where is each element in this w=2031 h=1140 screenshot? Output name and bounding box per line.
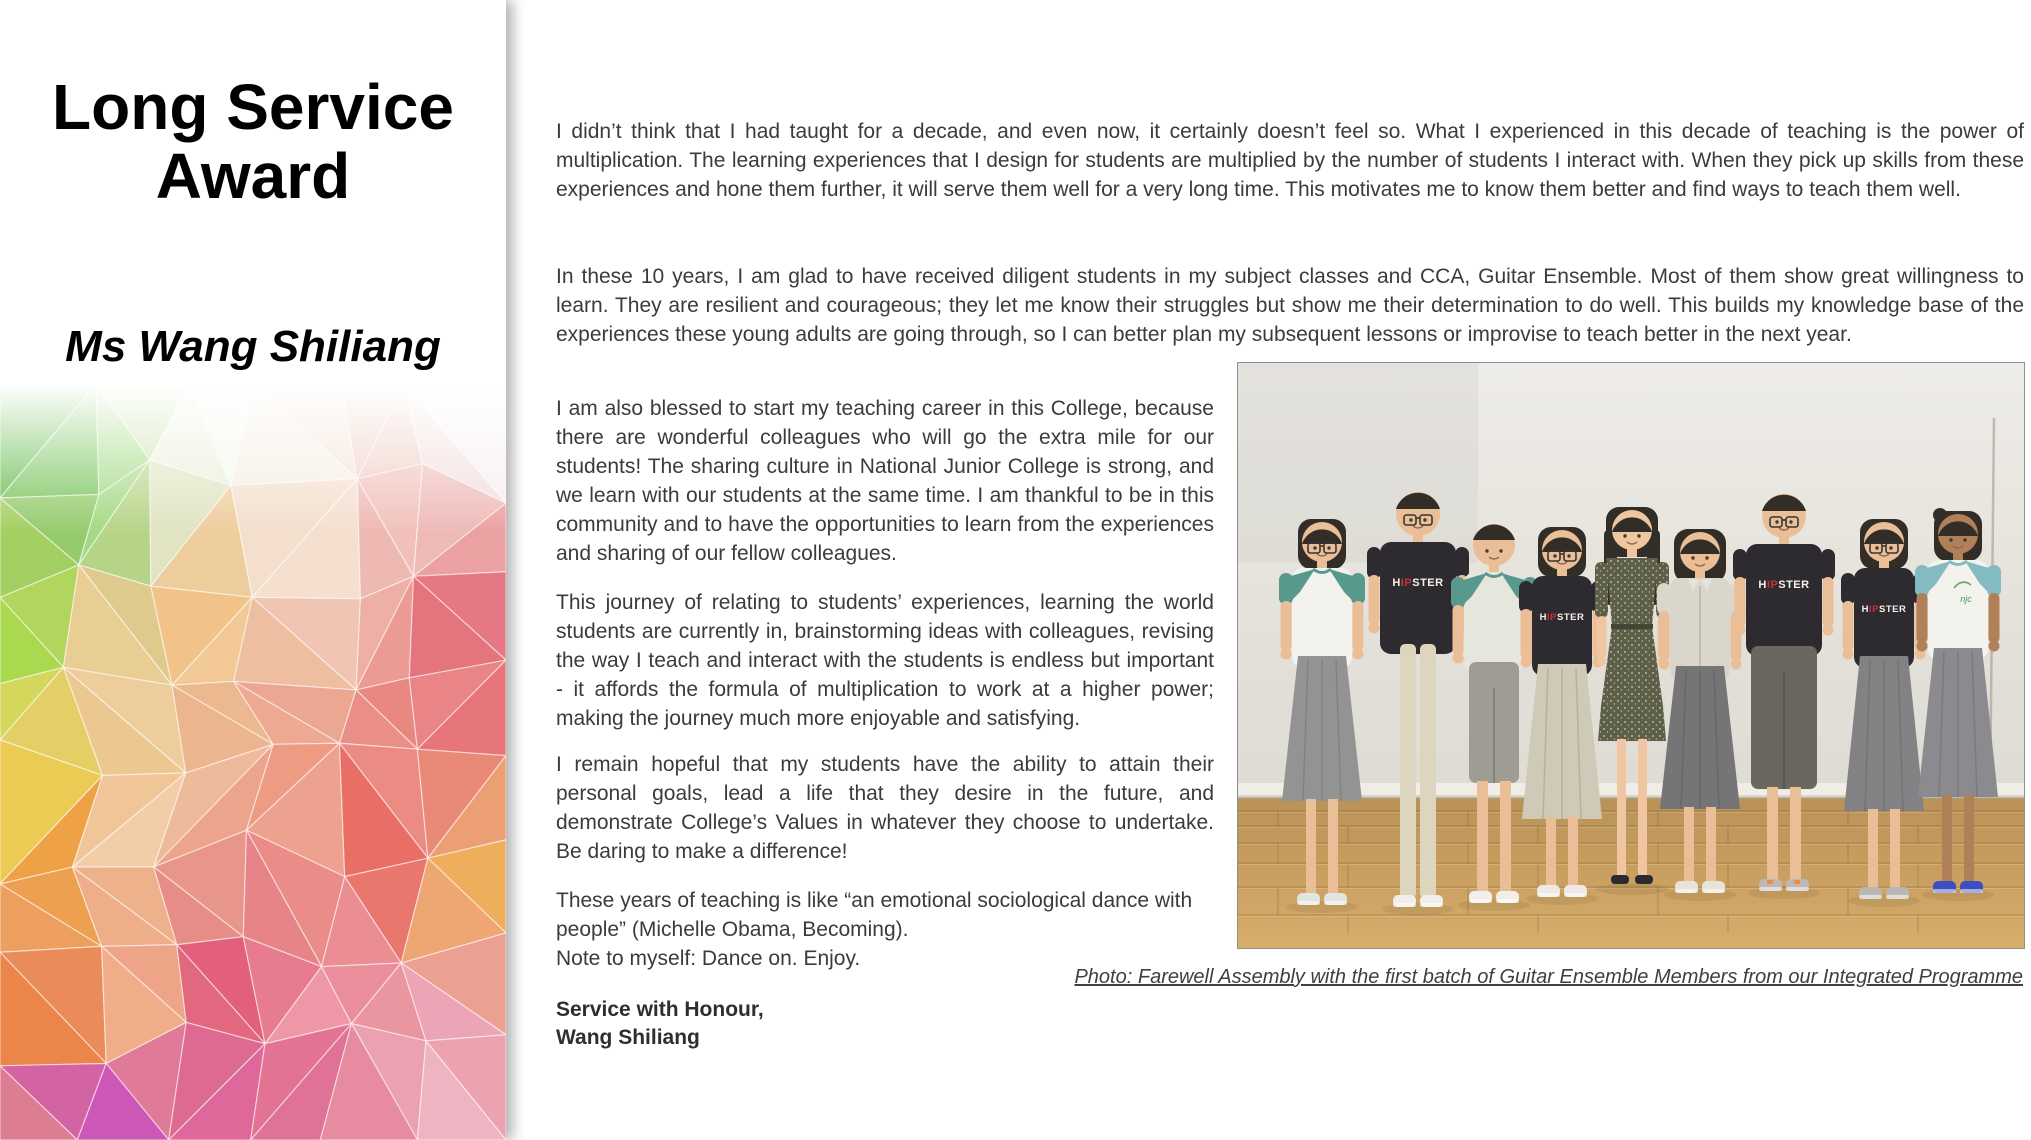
teacher-name: Ms Wang Shiliang bbox=[65, 322, 441, 371]
article-paragraph-5: I remain hopeful that my students have the ability to attain their personal goals, lead a life that they desire in the future, and demonstrate College’s Values in whatever they choose to undertake. Be daring to make a difference! bbox=[556, 753, 1214, 863]
article-paragraph-1: I didn’t think that I had taught for a decade, and even now, it certainly doesn’t feel so. What I experienced in this decade of teaching is the power of multiplication. The learning experiences that I design for students are multiplied by the number of students I interact with. When they pick up skills from these experiences and hone them further, it will serve them well for a very long time. This motivates me to know them better and find ways to teach them well. bbox=[556, 120, 2024, 201]
group-photo-illustration bbox=[1238, 363, 2024, 948]
article-paragraph-6 bbox=[556, 886, 1214, 973]
quote-line: These years of teaching is like “an emotional sociological dance with people” (Michelle Obama, Becoming). bbox=[556, 889, 1193, 941]
group-photo bbox=[1237, 362, 2025, 949]
article-paragraph-4: This journey of relating to students’ experiences, learning the world students are currently in, brainstorming ideas with colleagues, revising the way I teach and interact with the students is endless but important - it affords the formula of multiplication to work at a higher power; making the journey much more enjoyable and satisfying. bbox=[556, 591, 1214, 730]
sidebar bbox=[0, 0, 506, 1140]
signoff bbox=[556, 996, 764, 1052]
signoff-line-2: Wang Shiliang bbox=[556, 1026, 700, 1049]
article-paragraph-2: In these 10 years, I am glad to have received diligent students in my subject classes and CCA, Guitar Ensemble. Most of them show great willingness to learn. They are resilient and courageous; they let me know their struggles but show me their determination to do well. This builds my knowledge base of the experiences these young adults are going through, so I can better plan my subsequent lessons or improvise to teach better in the next year. bbox=[556, 265, 2024, 346]
sidebar-polygon-art bbox=[0, 384, 506, 1140]
page-title: Long Service Award bbox=[52, 70, 454, 212]
note-line: Note to myself: Dance on. Enjoy. bbox=[556, 947, 861, 970]
article-paragraph-3: I am also blessed to start my teaching career in this College, because there are wonderful colleagues who will go the extra mile for our students! The sharing culture in National Junior College is strong, and we learn with our students at the same time. I am thankful to be in this community and to have the opportunities to learn from the experiences and sharing of our fellow colleagues. bbox=[556, 397, 1214, 565]
signoff-line-1: Service with Honour, bbox=[556, 998, 764, 1021]
photo-caption: Photo: Farewell Assembly with the first batch of Guitar Ensemble Members from our Integrated Programme bbox=[1074, 966, 2023, 988]
